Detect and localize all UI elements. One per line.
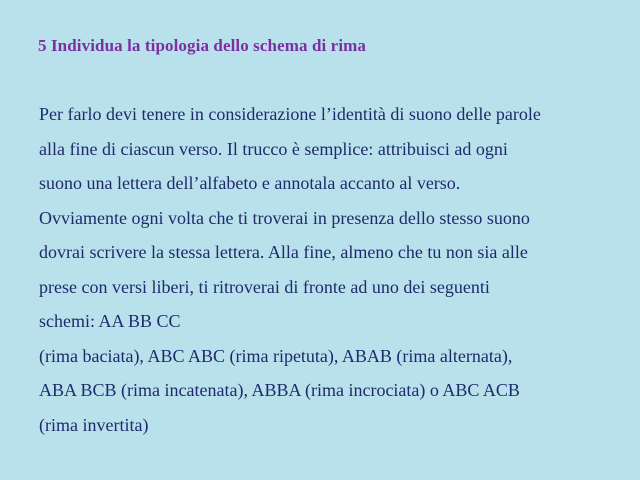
body-line: Ovviamente ogni volta che ti troverai in presenza dello stesso suono bbox=[39, 207, 530, 228]
body-line: prese con versi liberi, ti ritroverai di fronte ad uno dei seguenti bbox=[39, 276, 490, 297]
body-line: schemi: AA BB CC bbox=[39, 311, 181, 331]
body-line: (rima baciata), ABC ABC (rima ripetuta), ABAB (rima alternata), bbox=[39, 345, 513, 366]
body-line: alla fine di ciascun verso. Il trucco è semplice: attribuisci ad ogni bbox=[39, 138, 508, 159]
body-line: Per farlo devi tenere in considerazione l’identità di suono delle parole bbox=[39, 104, 541, 124]
body-line: ABA BCB (rima incatenata), ABBA (rima incrociata) o ABC ACB bbox=[39, 380, 520, 400]
body-line: suono una lettera dell’alfabeto e annotala accanto al verso. bbox=[39, 173, 461, 193]
slide-title: 5 Individua la tipologia dello schema di rima bbox=[38, 36, 367, 55]
body-line: (rima invertita) bbox=[39, 414, 149, 435]
body-line: dovrai scrivere la stessa lettera. Alla fine, almeno che tu non sia alle bbox=[39, 242, 528, 262]
slide-body bbox=[39, 97, 614, 442]
